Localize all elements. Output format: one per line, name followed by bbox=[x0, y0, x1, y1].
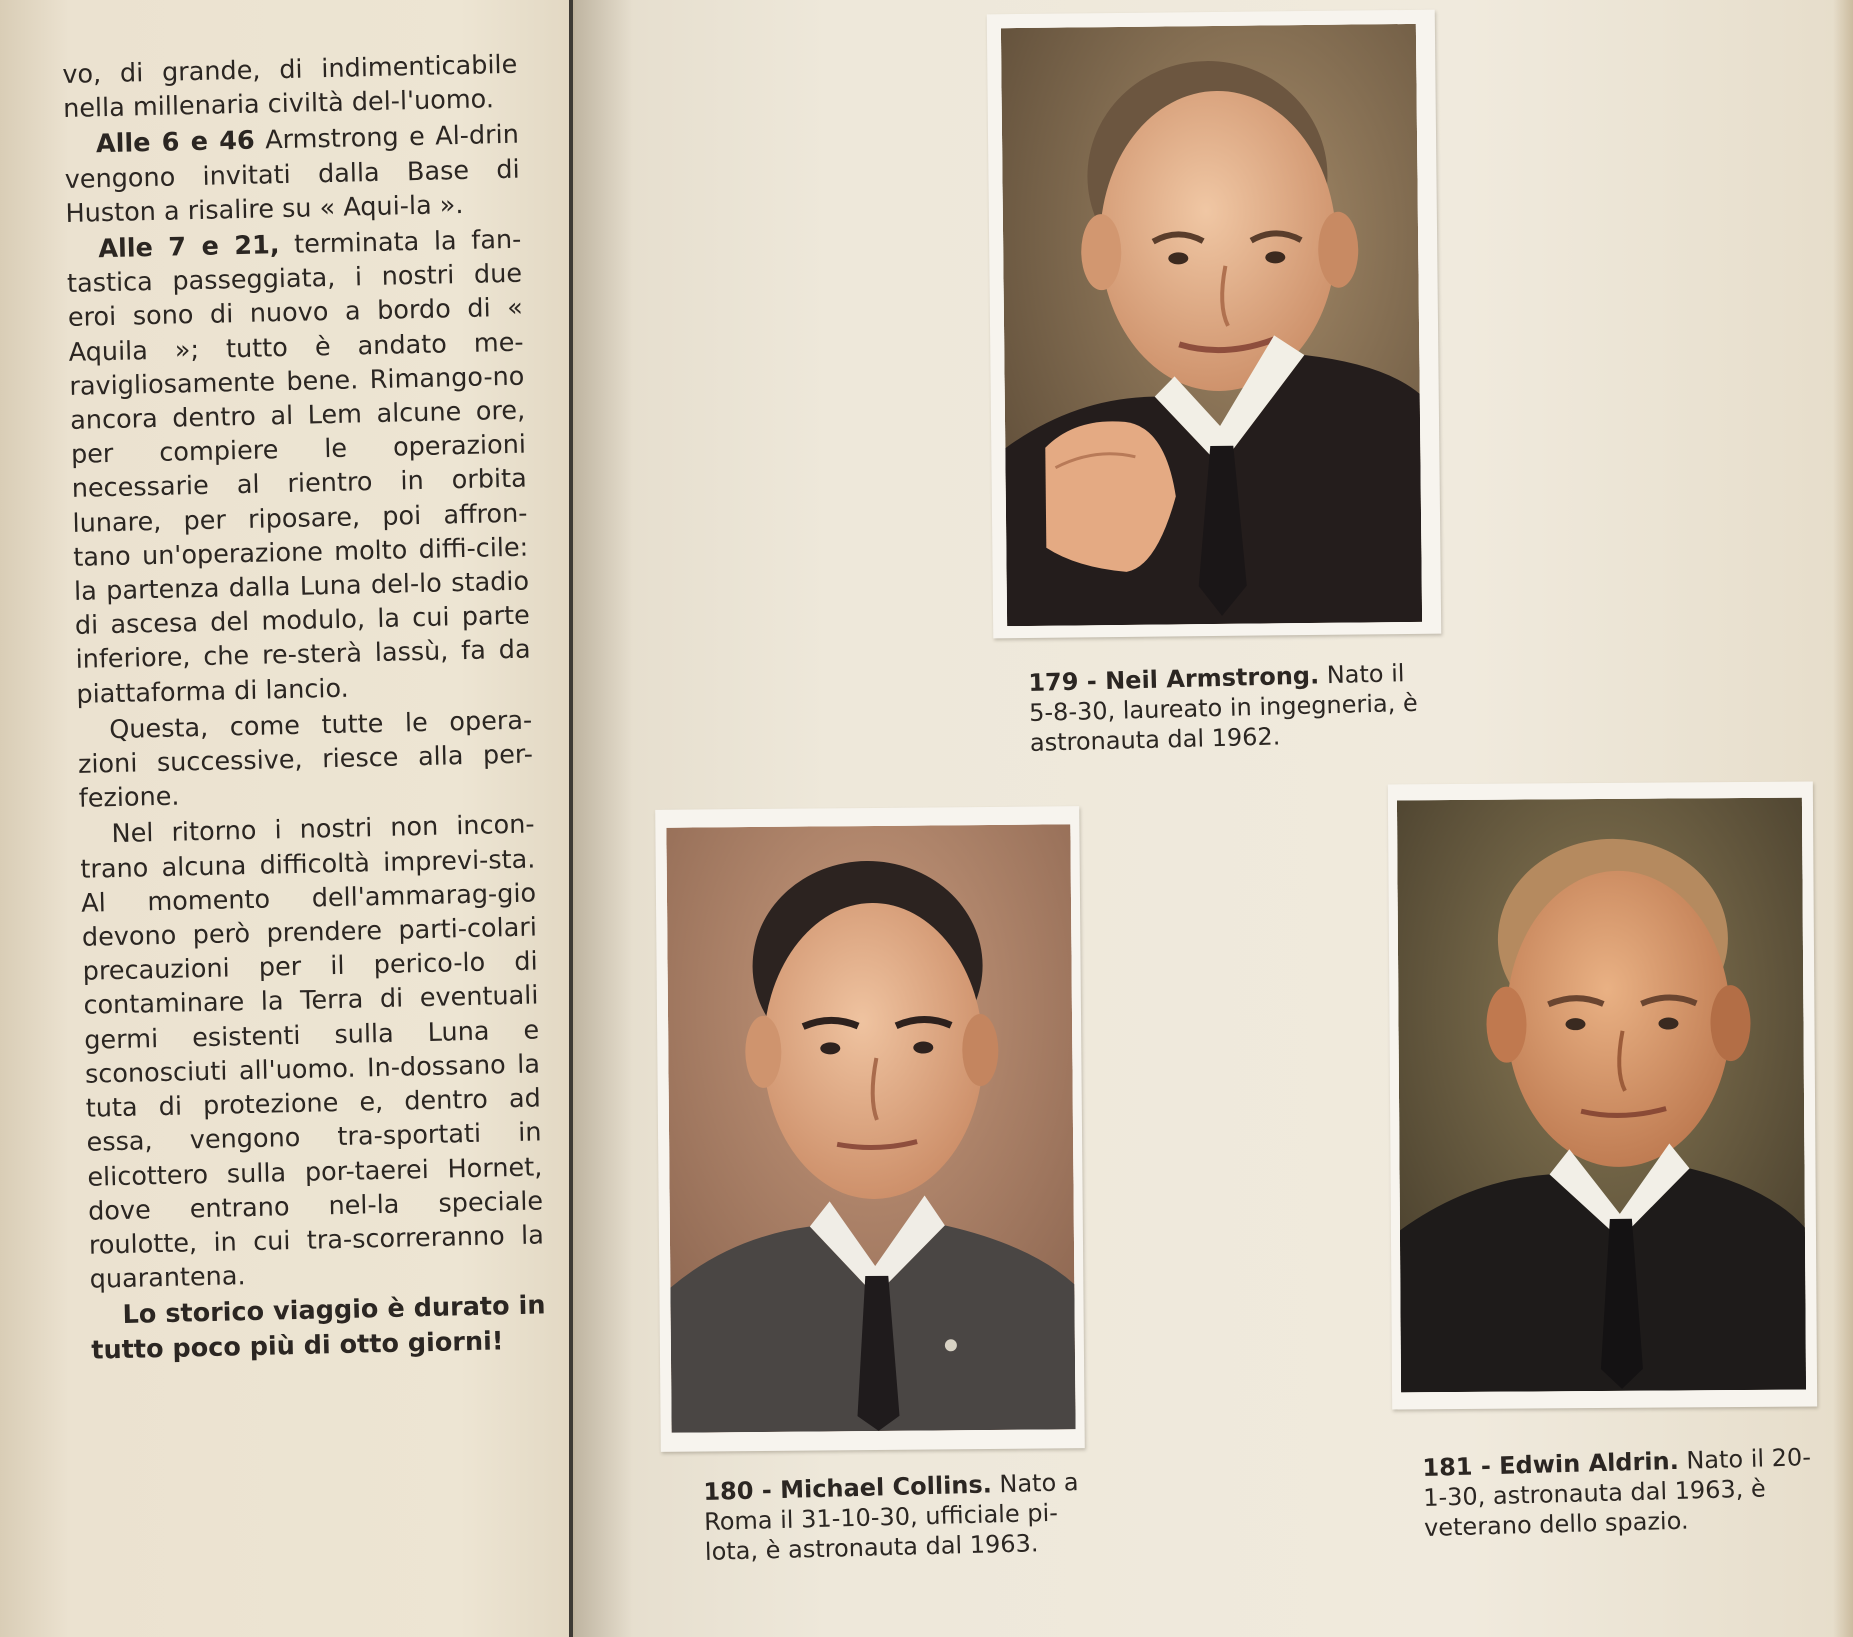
paragraph-2-text: Armstrong e Al-drin vengono invitati dalla Base di Huston a risalire su « Aqui-la ». bbox=[64, 120, 520, 229]
paragraph-3 bbox=[66, 223, 532, 712]
gutter-shadow bbox=[573, 0, 633, 1637]
paragraph-2 bbox=[64, 118, 521, 231]
caption-collins-title: 180 - Michael Collins. bbox=[703, 1470, 993, 1506]
photo-card-collins bbox=[655, 806, 1085, 1452]
caption-aldrin-title: 181 - Edwin Aldrin. bbox=[1422, 1446, 1680, 1482]
portrait-armstrong bbox=[1001, 24, 1422, 626]
time-label-1: Alle 6 e 46 bbox=[95, 126, 256, 160]
caption-armstrong-text: Nato il 5-8-30, laureato in ingegneria, è astronauta dal 1962. bbox=[1028, 659, 1419, 757]
time-label-2: Alle 7 e 21, bbox=[98, 230, 280, 265]
caption-aldrin-text: Nato il 20-1-30, astronauta dal 1963, è veterano dello spazio. bbox=[1422, 1443, 1812, 1542]
paragraph-closing: Lo storico viaggio è durato in tutto poco più di otto giorni! bbox=[90, 1290, 546, 1366]
caption-collins bbox=[703, 1467, 1105, 1567]
portrait-collins bbox=[666, 824, 1075, 1433]
paragraph-1: vo, di grande, di indimenticabile nella millenaria civiltà del-l'uomo. bbox=[62, 49, 518, 125]
caption-armstrong-title: 179 - Neil Armstrong. bbox=[1028, 661, 1320, 697]
paragraph-4: Questa, come tutte le opera-zioni successive, riesce alla per-fezione. bbox=[77, 705, 534, 815]
page-edge-shadow bbox=[1833, 0, 1853, 1637]
photo-card-aldrin bbox=[1388, 782, 1817, 1410]
paragraph-3-text: terminata la fan-tastica passeggiata, i nostri due eroi sono di nuovo a bordo di « Aquila »; tutto è andato me-ravigliosamente bene. Rimango-no ancora dentro al Lem alcune ore, per compiere le operazioni necessarie al rientro in orbita lunare, per riposare, poi affron-tano un'operazione molto diffi-cile: la partenza dalla Luna del-lo stadio di ascesa del modulo, la cui parte inferiore, che re-sterà lassù, fa da piattaforma di lancio. bbox=[66, 224, 531, 710]
photo-card-armstrong bbox=[987, 10, 1442, 639]
article-text bbox=[62, 48, 547, 1368]
caption-collins-text: Nato a Roma il 31-10-30, ufficiale pi-lota, è astronauta dal 1963. bbox=[703, 1468, 1079, 1566]
portrait-aldrin bbox=[1397, 798, 1806, 1393]
paragraph-5: Nel ritorno i nostri non incon-trano alcuna difficoltà imprevi-sta. Al momento dell'ammarag-gio devono però prendere parti-colari precauzioni per il perico-lo di contaminare la Terra di eventuali germi esistenti sulla Luna e sconosciuti all'uomo. In-dossano la tuta di protezione e, dentro ad essa, vengono tra-sportati in elicottero sulla por-taerei Hornet, dove entrano nel-la speciale roulotte, in cui tra-scorreranno la quarantena. bbox=[80, 809, 545, 1295]
caption-armstrong bbox=[1028, 658, 1430, 758]
caption-aldrin bbox=[1422, 1442, 1834, 1543]
